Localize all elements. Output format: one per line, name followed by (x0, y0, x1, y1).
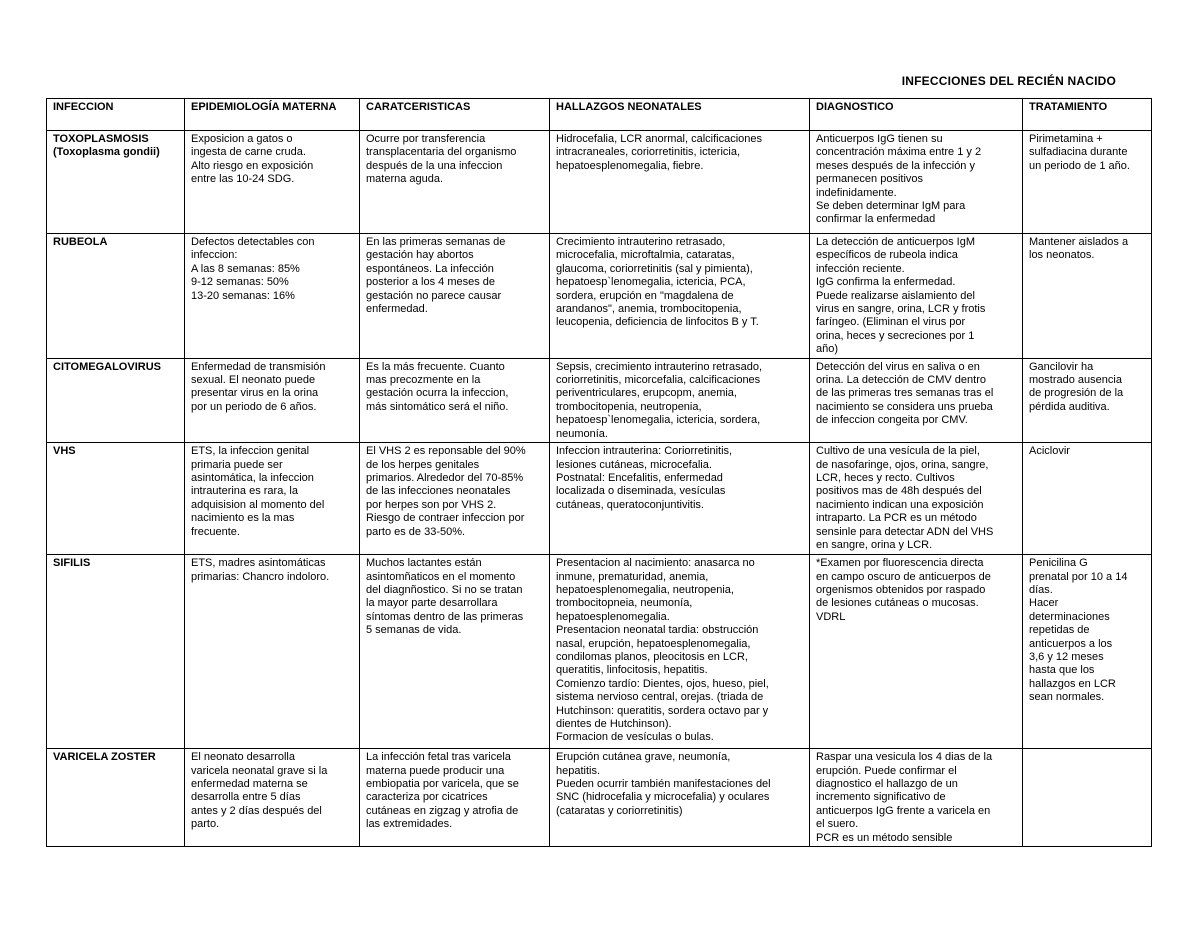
cell-epidemiologia (185, 358, 360, 442)
cell-line: Presentacion neonatal tardia: obstrucción (556, 624, 759, 637)
cell-line: de los herpes genitales (366, 458, 480, 471)
cell-line: Enfermedad de transmisión (191, 360, 326, 373)
cell-line: Postnatal: Encefalitis, enfermedad (556, 471, 723, 484)
cell-line: por un periodo de 6 años. (191, 400, 317, 413)
cell-line: nasal, erupción, hepatoesplenomegalia, (556, 637, 751, 650)
cell-line: síntomas dentro de las primeras (366, 610, 524, 623)
cell-line: Sepsis, crecimiento intrauterino retrasado, (556, 360, 763, 373)
cell-line: en campo oscuro de anticuerpos de (816, 570, 991, 583)
cell-line: Exposicion a gatos o (191, 133, 293, 145)
cell-line: antes y 2 días después del (191, 804, 322, 817)
cell-line: queratitis, linfocitosis, hepatitis. (556, 664, 708, 677)
cell-infeccion (47, 749, 185, 847)
cell-line: Infeccion intrauterina: Coriorretinitis, (556, 445, 733, 458)
cell-line: más sintomático será el niño. (366, 400, 509, 413)
cell-line: orina. La detección de CMV dentro (816, 374, 986, 387)
cell-line: trombocitopneia, neumonía, (556, 597, 693, 610)
cell-line: Pueden ocurrir también manifestaciones del (556, 777, 771, 790)
cell-line: intrauterina es rara, la (191, 485, 298, 498)
cell-line: PCR es un método sensible (816, 831, 953, 844)
cell-line: sean normales. (1029, 691, 1105, 704)
header-tratamiento: TRATAMIENTO (1023, 99, 1152, 131)
cell-line: Erupción cutánea grave, neumonía, (556, 751, 731, 764)
cell-line: hepatoesplenomegalia. (556, 610, 670, 623)
cell-line: faríngeo. (Eliminan el virus por (816, 316, 966, 329)
cell-epidemiologia (185, 443, 360, 555)
cell-line: El neonato desarrolla (191, 751, 295, 764)
cell-line: sensinle para detectar ADN del VHS (816, 525, 994, 538)
cell-line: hepatoesplenomegalia, neutropenia, (556, 583, 734, 596)
cell-diagnostico (810, 555, 1023, 749)
cell-line: de infeccion congeita por CMV. (816, 414, 968, 427)
cell-line: (cataratas y coriorretinitis) (556, 804, 683, 817)
cell-line: meses después de la infección y (816, 159, 975, 172)
cell-line: dientes de Hutchinson). (556, 717, 672, 730)
cell-tratamiento (1023, 555, 1152, 749)
cell-line: microcefalia, microftalmia, cataratas, (556, 249, 735, 262)
cell-line: hepatoesplenomegalia, fiebre. (556, 159, 704, 172)
cell-line: primarios. Alrededor del 70-85% (366, 471, 524, 484)
cell-line: SNC (hidrocefalia y microcefalia) y oculares (556, 791, 770, 804)
cell-diagnostico (810, 234, 1023, 359)
cell-line: materna aguda. (366, 173, 444, 186)
cell-line: de las primeras tres semanas tras el (816, 387, 994, 400)
table-row (47, 234, 1152, 359)
cell-line: parto es de 33-50%. (366, 525, 466, 538)
cell-line: el suero. (816, 818, 859, 831)
cell-line: 13-20 semanas: 16% (191, 289, 295, 302)
table-row (47, 555, 1152, 749)
infections-table (46, 98, 1152, 847)
cell-line: orgenismos obtenidos por raspado (816, 583, 986, 596)
cell-line: LCR, heces y recto. Cultivos (816, 471, 955, 484)
cell-diagnostico (810, 131, 1023, 234)
cell-line: permanecen positivos (816, 173, 924, 186)
cell-line: Formacion de vesículas o bulas. (556, 731, 714, 744)
cell-line: presentar virus en la orina (191, 387, 319, 400)
cell-line: anticuerpos IgG frente a varicela en (816, 804, 991, 817)
cell-line: de progresión de la (1029, 387, 1124, 400)
cell-diagnostico (810, 749, 1023, 847)
cell-line: primaria puede ser (191, 458, 283, 471)
cell-hallazgos (550, 555, 810, 749)
cell-infeccion (47, 555, 185, 749)
cell-line: prenatal por 10 a 14 (1029, 570, 1128, 583)
table-row (47, 131, 1152, 234)
cell-line: Hutchinson: queratitis, sordera octavo par y (556, 704, 769, 717)
cell-line: localizada o diseminada, vesículas (556, 485, 726, 498)
cell-line: después de la una infeccion (366, 159, 503, 172)
cell-line: sulfadiacina durante (1029, 146, 1128, 159)
cell-line: condilomas planos, pleocitosis en LCR, (556, 650, 748, 663)
cell-epidemiologia (185, 749, 360, 847)
cell-line: parto. (191, 818, 220, 831)
cell-line: erupción. Puede confirmar el (816, 764, 957, 777)
cell-line: infección reciente. (816, 262, 905, 275)
cell-line: Presentacion al nacimiento: anasarca no (556, 557, 755, 570)
cell-line: Pirimetamina + (1029, 133, 1103, 145)
cell-line: Alto riesgo en exposición (191, 159, 314, 172)
cell-epidemiologia (185, 234, 360, 359)
cell-line: Muchos lactantes están (366, 557, 482, 570)
cell-line: ingesta de carne cruda. (191, 146, 306, 159)
cell-line: Penicilina G (1029, 557, 1088, 570)
cell-line: gestación no parece causar (366, 289, 502, 302)
cell-line: intracraneales, coriorretinitis, ictericia, (556, 146, 741, 159)
cell-infeccion (47, 443, 185, 555)
cell-line: Comienzo tardío: Dientes, ojos, hueso, piel, (556, 677, 769, 690)
cell-caracteristicas (360, 358, 550, 442)
cell-line: de las infecciones neonatales (366, 485, 511, 498)
cell-tratamiento (1023, 749, 1152, 847)
cell-line: Hidrocefalia, LCR anormal, calcificaciones (556, 133, 763, 145)
cell-line: sistema nervioso central, orejas. (triada de (556, 691, 764, 704)
cell-line: las extremidades. (366, 818, 453, 831)
cell-tratamiento (1023, 234, 1152, 359)
cell-diagnostico (810, 443, 1023, 555)
cell-line: orina, heces y secreciones por 1 (816, 329, 975, 342)
cell-line: Crecimiento intrauterino retrasado, (556, 236, 726, 248)
cell-line: hepatoesp`lenomegalia, ictericia, sordera, (556, 414, 761, 427)
cell-line: los neonatos. (1029, 249, 1095, 262)
cell-line: VARICELA ZOSTER (53, 751, 156, 764)
cell-line: nacimiento indican una exposición (816, 498, 984, 511)
cell-line: 5 semanas de vida. (366, 624, 462, 637)
cell-line: trombocitopenia, neutropenia, (556, 400, 702, 413)
cell-caracteristicas (360, 443, 550, 555)
cell-line: periventriculares, erupcopm, anemia, (556, 387, 737, 400)
cell-line: sexual. El neonato puede (191, 374, 316, 387)
cell-line: virus en sangre, orina, LCR y frotis (816, 303, 986, 316)
cell-hallazgos (550, 131, 810, 234)
cell-line: inmune, prematuridad, anemia, (556, 570, 709, 583)
cell-line: arandanos", anemia, trombocitopenia, (556, 303, 742, 316)
table-header-row (47, 99, 1152, 131)
cell-line: TOXOPLASMOSIS (53, 133, 149, 145)
cell-caracteristicas (360, 749, 550, 847)
cell-line: gestación ocurra la infeccion, (366, 387, 509, 400)
header-hallazgos: HALLAZGOS NEONATALES (550, 99, 810, 131)
cell-line: días. (1029, 583, 1053, 596)
cell-line: hepatitis. (556, 764, 601, 777)
cell-line: repetidas de (1029, 624, 1090, 637)
header-epidemiologia: EPIDEMIOLOGÍA MATERNA (185, 99, 360, 131)
cell-line: CITOMEGALOVIRUS (53, 360, 161, 373)
cell-line: A las 8 semanas: 85% (191, 262, 300, 275)
header-caracteristicas: CARATCERISTICAS (360, 99, 550, 131)
cell-line: Raspar una vesicula los 4 dias de la (816, 751, 993, 764)
cell-line: enfermedad. (366, 303, 428, 316)
cell-infeccion (47, 358, 185, 442)
cell-line: frecuente. (191, 525, 240, 538)
cell-line: Ocurre por transferencia (366, 133, 486, 145)
cell-tratamiento (1023, 131, 1152, 234)
cell-line: RUBEOLA (53, 236, 108, 248)
cell-caracteristicas (360, 555, 550, 749)
cell-line: Aciclovir (1029, 445, 1070, 458)
cell-line: sordera, erupción en "magdalena de (556, 289, 734, 302)
cell-line: nacimiento se considera uns prueba (816, 400, 993, 413)
cell-line: hasta que los (1029, 664, 1095, 677)
cell-line: intraparto. La PCR es un método (816, 512, 977, 525)
cell-line: varicela neonatal grave si la (191, 764, 328, 777)
cell-line: Es la más frecuente. Cuanto (366, 360, 505, 373)
cell-line: determinaciones (1029, 610, 1110, 623)
cell-line: ETS, la infeccion genital (191, 445, 310, 458)
cell-line: embiopatia por varicela, que se (366, 777, 519, 790)
cell-line: (Toxoplasma gondii) (53, 146, 160, 159)
cell-line: hallazgos en LCR (1029, 677, 1116, 690)
cell-infeccion (47, 234, 185, 359)
cell-hallazgos (550, 358, 810, 442)
cell-line: un periodo de 1 año. (1029, 159, 1130, 172)
cell-line: desarrolla entre 5 días (191, 791, 301, 804)
cell-line: transplacentaria del organismo (366, 146, 517, 159)
cell-line: *Examen por fluorescencia directa (816, 557, 984, 570)
cell-line: enfermedad materna se (191, 777, 308, 790)
cell-line: Cultivo de una vesícula de la piel, (816, 445, 980, 458)
cell-line: Detección del virus en saliva o en (816, 360, 980, 373)
cell-line: gestación hay abortos (366, 249, 474, 262)
cell-line: de lesiones cutáneas o mucosas. (816, 597, 979, 610)
cell-line: infeccion: (191, 249, 238, 262)
cell-epidemiologia (185, 131, 360, 234)
cell-line: concentración máxima entre 1 y 2 (816, 146, 982, 159)
document-title: INFECCIONES DEL RECIÉN NACIDO (901, 74, 1116, 88)
cell-line: glaucoma, coriorretinitis (sal y pimienta), (556, 262, 753, 275)
cell-line: hepatoesp`lenomegalia, ictericia, PCA, (556, 276, 746, 289)
cell-line: adquisision al momento del (191, 498, 325, 511)
table-row (47, 358, 1152, 442)
cell-line: materna puede producir una (366, 764, 505, 777)
cell-line: Hacer (1029, 597, 1059, 610)
cell-line: IgG confirma la enfermedad. (816, 276, 956, 289)
cell-line: leucopenia, deficiencia de linfocitos B y T. (556, 316, 759, 329)
cell-line: espontáneos. La infección (366, 262, 494, 275)
cell-line: en sangre, orina y LCR. (816, 538, 933, 551)
cell-line: VDRL (816, 610, 846, 623)
cell-infeccion (47, 131, 185, 234)
cell-line: de nasofaringe, ojos, orina, sangre, (816, 458, 989, 471)
cell-line: En las primeras semanas de (366, 236, 506, 248)
cell-line: asintomática, la infeccion (191, 471, 314, 484)
table-body (47, 131, 1152, 847)
cell-caracteristicas (360, 131, 550, 234)
cell-line: cutáneas en zigzag y atrofia de (366, 804, 519, 817)
cell-line: entre las 10-24 SDG. (191, 173, 295, 186)
cell-line: 3,6 y 12 meses (1029, 650, 1104, 663)
cell-hallazgos (550, 234, 810, 359)
table-row (47, 749, 1152, 847)
cell-line: diagnostico el hallazgo de un (816, 777, 958, 790)
cell-line: año) (816, 343, 839, 356)
cell-line: posterior a los 4 meses de (366, 276, 496, 289)
cell-caracteristicas (360, 234, 550, 359)
cell-line: del diagnñostico. Si no se tratan (366, 583, 523, 596)
cell-line: específicos de rubeola indica (816, 249, 958, 262)
cell-line: por herpes son por VHS 2. (366, 498, 497, 511)
cell-line: El VHS 2 es reponsable del 90% (366, 445, 526, 458)
cell-line: la mayor parte desarrollara (366, 597, 498, 610)
cell-line: caracteriza por cicatrices (366, 791, 488, 804)
cell-line: La detección de anticuerpos IgM (816, 236, 975, 248)
cell-hallazgos (550, 443, 810, 555)
cell-line: Defectos detectables con (191, 236, 315, 248)
cell-line: La infección fetal tras varicela (366, 751, 511, 764)
cell-line: ETS, madres asintomáticas (191, 557, 326, 570)
cell-line: lesiones cutáneas, microcefalia. (556, 458, 712, 471)
cell-line: Se deben determinar IgM para (816, 200, 966, 213)
cell-epidemiologia (185, 555, 360, 749)
cell-line: pérdida auditiva. (1029, 400, 1110, 413)
cell-hallazgos (550, 749, 810, 847)
cell-line: Gancilovir ha (1029, 360, 1094, 373)
cell-line: mas precozmente en la (366, 374, 481, 387)
cell-line: nacimiento es la mas (191, 512, 295, 525)
cell-line: confirmar la enfermedad (816, 213, 936, 226)
cell-line: anticuerpos a los (1029, 637, 1113, 650)
cell-line: 9-12 semanas: 50% (191, 276, 289, 289)
cell-tratamiento (1023, 358, 1152, 442)
cell-line: neumonía. (556, 427, 608, 440)
cell-line: Mantener aislados a (1029, 236, 1129, 248)
cell-line: indefinidamente. (816, 186, 897, 199)
table-row (47, 443, 1152, 555)
cell-line: SIFILIS (53, 557, 91, 570)
cell-diagnostico (810, 358, 1023, 442)
cell-line: Anticuerpos IgG tienen su (816, 133, 943, 145)
cell-line: VHS (53, 445, 76, 458)
cell-line: Puede realizarse aislamiento del (816, 289, 975, 302)
cell-line: asintomñaticos en el momento (366, 570, 516, 583)
cell-line: incremento significativo de (816, 791, 946, 804)
cell-line: mostrado ausencia (1029, 374, 1122, 387)
cell-tratamiento (1023, 443, 1152, 555)
cell-line: positivos mas de 48h después del (816, 485, 982, 498)
cell-line: coriorretinitis, micorcefalia, calcificaciones (556, 374, 761, 387)
header-infeccion: INFECCION (47, 99, 185, 131)
cell-line: cutáneas, queratoconjuntivitis. (556, 498, 704, 511)
cell-line: primarias: Chancro indoloro. (191, 570, 330, 583)
header-diagnostico: DIAGNOSTICO (810, 99, 1023, 131)
cell-line: Riesgo de contraer infeccion por (366, 512, 525, 525)
